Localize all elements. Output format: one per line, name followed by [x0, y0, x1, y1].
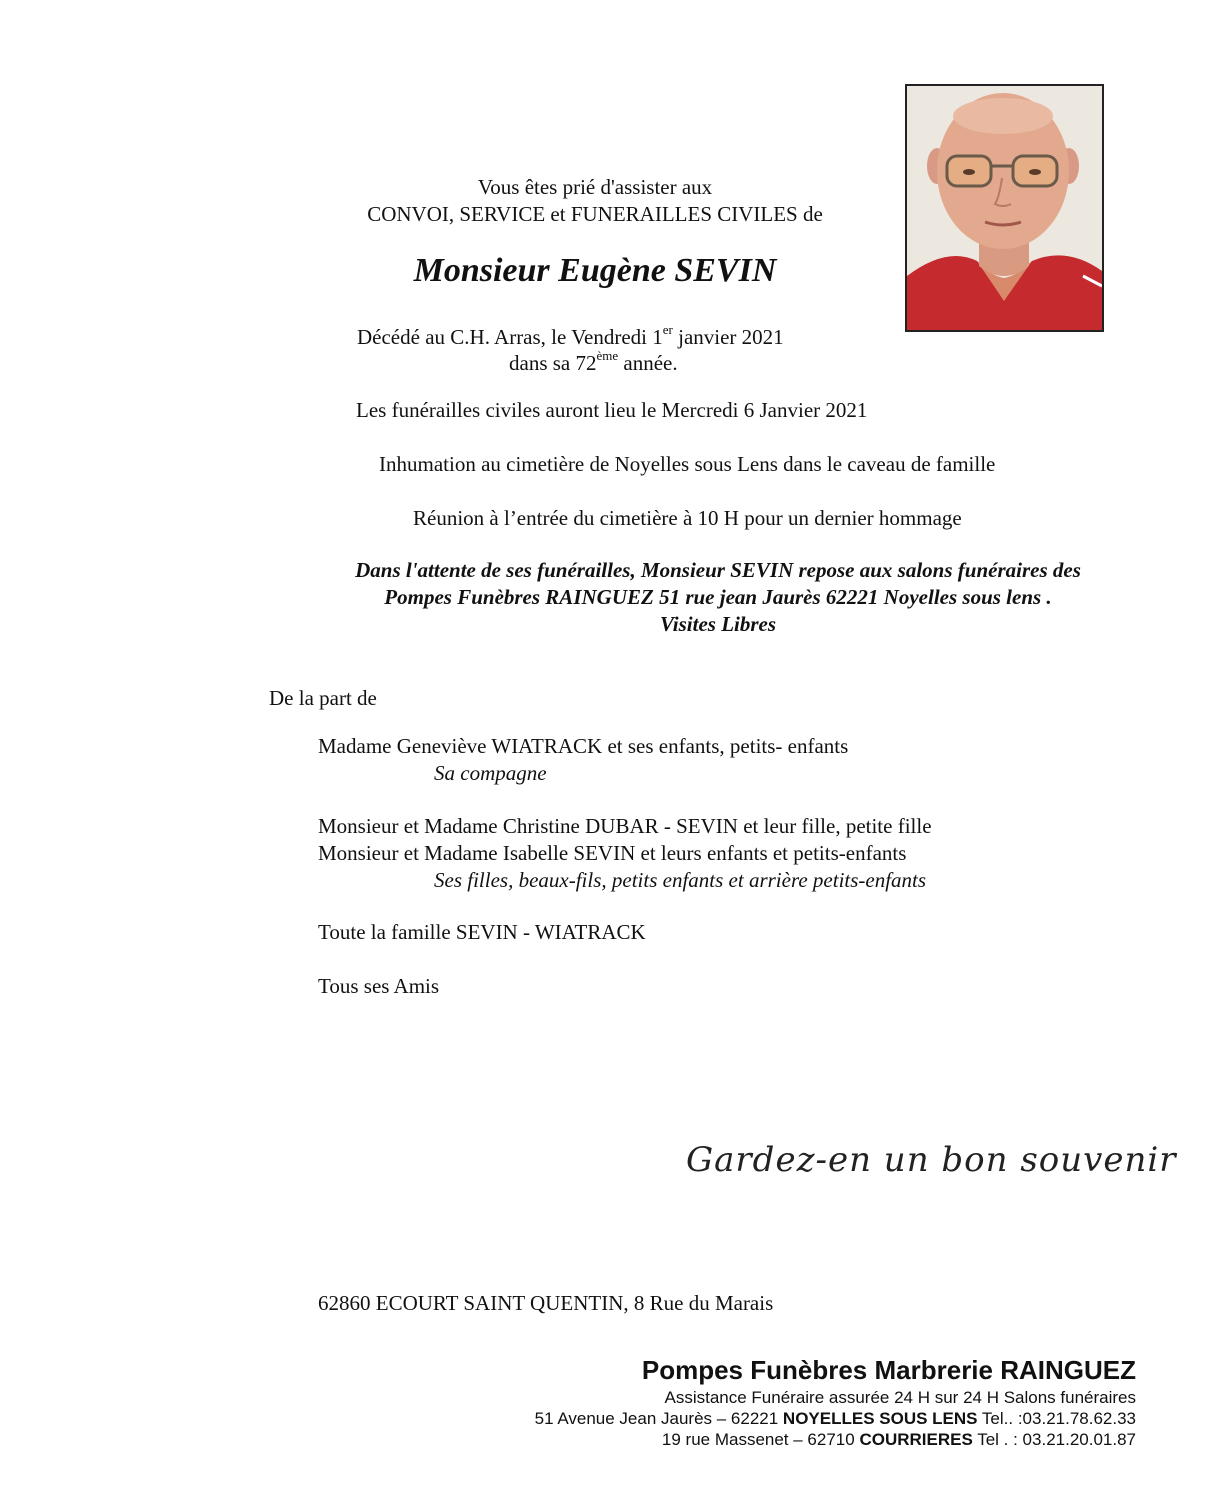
- funeral-home-office-1: [535, 1409, 1136, 1429]
- burial-line: Inhumation au cimetière de Noyelles sous Lens dans le caveau de famille: [379, 452, 996, 476]
- age-line: [509, 350, 678, 376]
- age-sup: ème: [596, 348, 619, 363]
- funeral-home-name: Pompes Funèbres Marbrerie RAINGUEZ: [641, 1355, 1136, 1385]
- office1-phone: Tel.. :03.21.78.62.33: [977, 1409, 1136, 1428]
- office1-city: NOYELLES SOUS LENS: [782, 1409, 978, 1428]
- portrait-photo: [905, 84, 1104, 332]
- death-sup: er: [662, 322, 673, 337]
- souvenir-script: Gardez-en un bon souvenir: [686, 1140, 1177, 1180]
- portrait-illustration: [907, 86, 1102, 330]
- home-address: 62860 ECOURT SAINT QUENTIN, 8 Rue du Marais: [318, 1291, 774, 1315]
- companion-line: Madame Geneviève WIATRACK et ses enfants, petits- enfants: [318, 734, 849, 758]
- office1-prefix: 51 Avenue Jean Jaurès – 62221: [534, 1409, 783, 1428]
- daughter-line-2: Monsieur et Madame Isabelle SEVIN et leurs enfants et petits-enfants: [318, 841, 907, 865]
- office2-prefix: 19 rue Massenet – 62710: [661, 1430, 860, 1449]
- family-intro: De la part de: [269, 686, 377, 710]
- funeral-home-office-2: [662, 1430, 1136, 1450]
- invite-line-1: Vous êtes prié d'assister aux: [477, 175, 713, 199]
- whole-family-line: Toute la famille SEVIN - WIATRACK: [318, 920, 646, 944]
- death-prefix: Décédé au C.H. Arras, le Vendredi 1: [357, 325, 663, 349]
- visitation-line-1: Dans l'attente de ses funérailles, Monsieur SEVIN repose aux salons funéraires des: [355, 558, 1081, 582]
- office2-phone: Tel . : 03.21.20.01.87: [972, 1430, 1136, 1449]
- friends-line: Tous ses Amis: [318, 974, 440, 998]
- funeral-line: Les funérailles civiles auront lieu le Mercredi 6 Janvier 2021: [356, 398, 868, 422]
- deceased-name: Monsieur Eugène SEVIN: [413, 252, 777, 289]
- office2-city: COURRIERES: [859, 1430, 973, 1449]
- death-suffix: janvier 2021: [672, 325, 784, 349]
- daughters-role: Ses filles, beaux-fils, petits enfants et arrière petits-enfants: [434, 868, 927, 892]
- visitation-line-2: Pompes Funèbres RAINGUEZ 51 rue jean Jaurès 62221 Noyelles sous lens .: [384, 585, 1052, 609]
- companion-role: Sa compagne: [434, 761, 547, 785]
- funeral-home-services: Assistance Funéraire assurée 24 H sur 24 H Salons funéraires: [664, 1388, 1136, 1407]
- daughter-line-1: Monsieur et Madame Christine DUBAR - SEVIN et leur fille, petite fille: [318, 814, 932, 838]
- age-prefix: dans sa 72: [509, 351, 597, 375]
- invite-line-2: CONVOI, SERVICE et FUNERAILLES CIVILES de: [367, 202, 823, 226]
- age-suffix: année.: [618, 351, 678, 375]
- visitation-line-3: Visites Libres: [659, 612, 777, 636]
- death-line: [357, 324, 784, 350]
- meeting-line: Réunion à l’entrée du cimetière à 10 H pour un dernier hommage: [413, 506, 962, 530]
